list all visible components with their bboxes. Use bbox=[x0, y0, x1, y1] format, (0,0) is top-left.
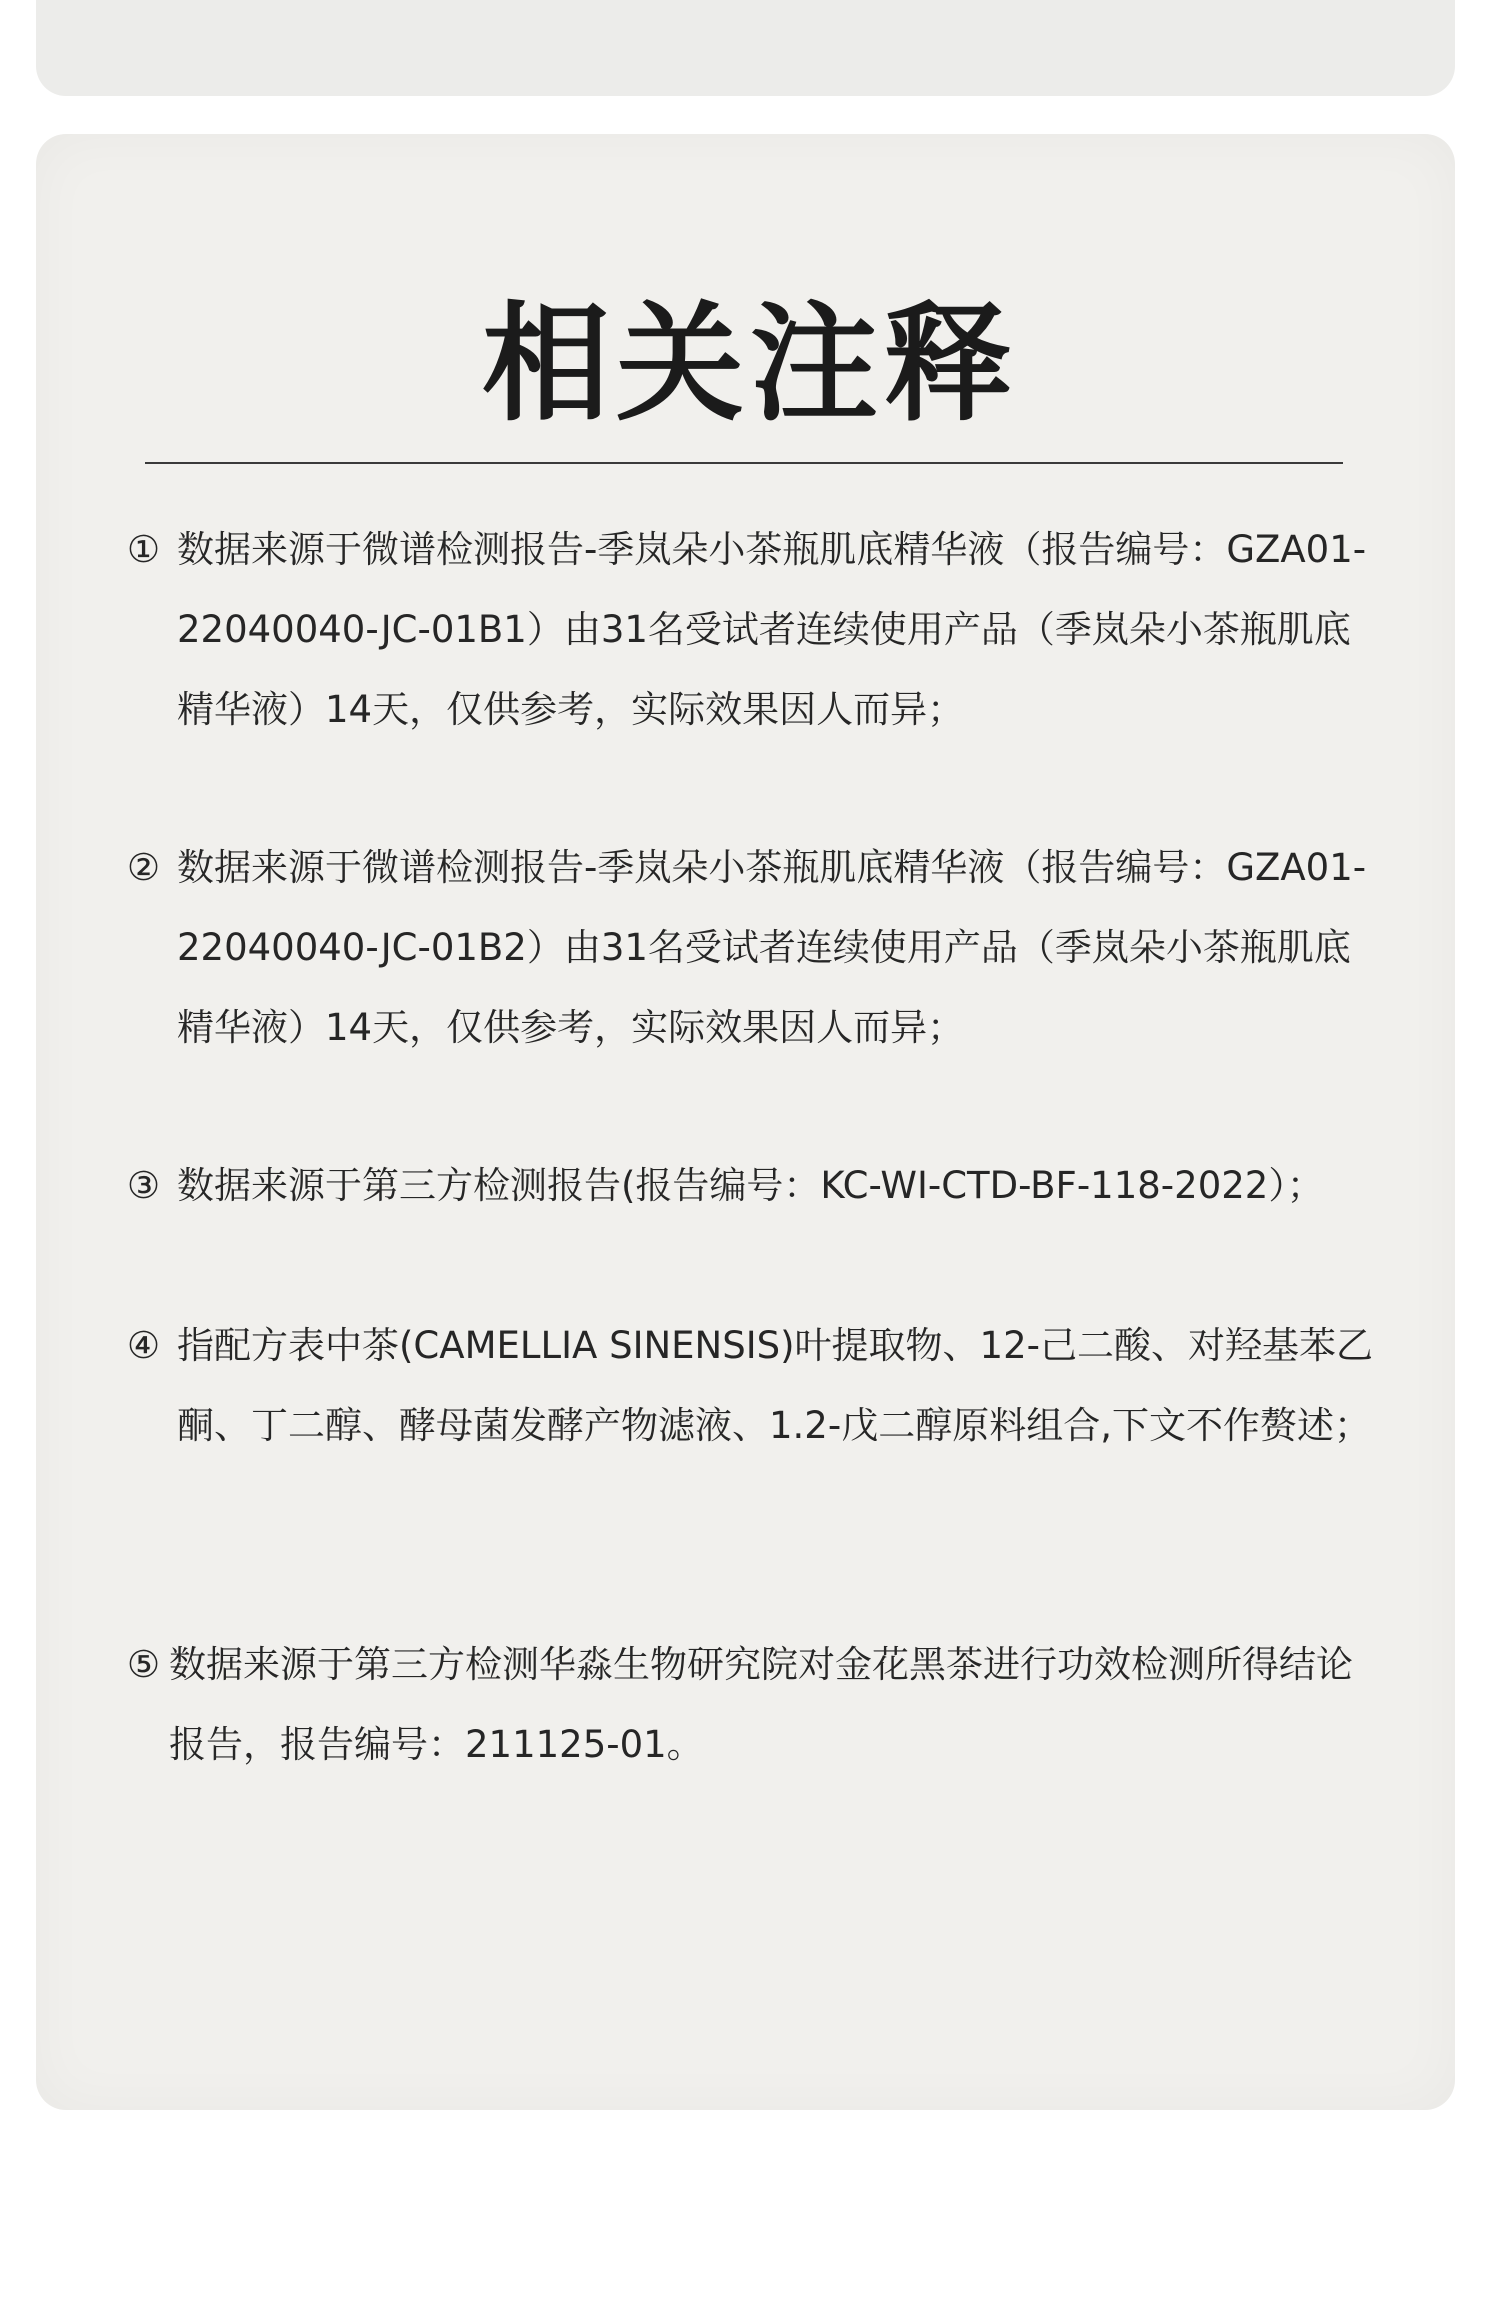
note-item bbox=[127, 1306, 1377, 1466]
previous-section-card bbox=[36, 0, 1455, 96]
title-divider bbox=[145, 462, 1343, 464]
page-title: 相关注释 bbox=[481, 290, 1018, 439]
note-marker: ④ bbox=[127, 1324, 161, 1367]
note-marker: ③ bbox=[127, 1164, 161, 1207]
note-text: 指配方表中茶(CAMELLIA SINENSIS)叶提取物、12-己二酸、对羟基苯乙酮、丁二醇、酵母菌发酵产物滤液、1.2-戊二醇原料组合,下文不作赘述； bbox=[177, 1324, 1373, 1447]
note-item bbox=[127, 1625, 1377, 1785]
note-text: 数据来源于微谱检测报告-季岚朵小茶瓶肌底精华液（报告编号：GZA01-22040040-JC-01B1）由31名受试者连续使用产品（季岚朵小茶瓶肌底精华液）14天，仅供参考，实际效果因人而异； bbox=[177, 528, 1367, 731]
note-item bbox=[127, 510, 1377, 750]
note-item bbox=[127, 828, 1377, 1068]
note-text: 数据来源于微谱检测报告-季岚朵小茶瓶肌底精华液（报告编号：GZA01-22040040-JC-01B2）由31名受试者连续使用产品（季岚朵小茶瓶肌底精华液）14天，仅供参考，实际效果因人而异； bbox=[177, 846, 1367, 1049]
note-text: 数据来源于第三方检测华淼生物研究院对金花黑茶进行功效检测所得结论报告，报告编号：211125-01。 bbox=[169, 1643, 1353, 1766]
note-item bbox=[127, 1146, 1377, 1226]
note-text: 数据来源于第三方检测报告(报告编号：KC-WI-CTD-BF-118-2022）； bbox=[177, 1164, 1324, 1207]
note-marker: ⑤ bbox=[127, 1643, 161, 1686]
note-marker: ② bbox=[127, 846, 161, 889]
note-marker: ① bbox=[127, 528, 161, 571]
